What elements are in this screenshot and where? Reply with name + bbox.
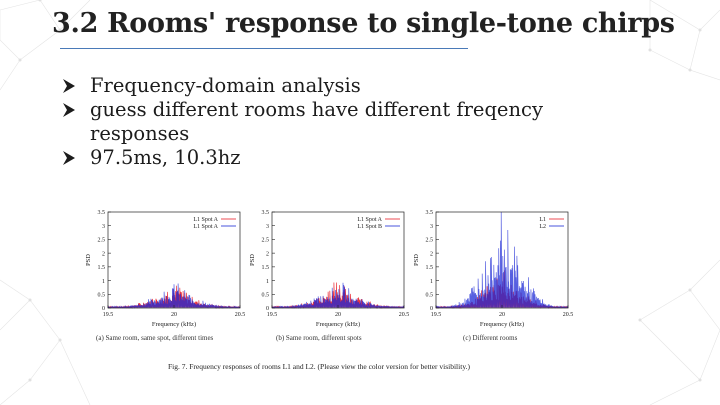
- y-axis-label: PSD: [413, 254, 420, 266]
- x-tick-label: 20.5: [562, 312, 574, 318]
- y-tick-label: 1: [430, 278, 433, 285]
- bullet-text: guess different rooms have different freqency responses: [90, 98, 543, 145]
- y-tick-label: 0.5: [261, 292, 269, 299]
- y-tick-label: 0.5: [97, 292, 105, 299]
- legend-label: L1 Spot A: [193, 224, 218, 230]
- psd-chart-c: [410, 204, 574, 338]
- y-tick-label: 0: [430, 306, 433, 313]
- y-tick-label: 1.5: [425, 265, 433, 272]
- x-axis-label: Frequency (kHz): [315, 321, 361, 328]
- legend-label: L1 Spot B: [357, 224, 382, 230]
- y-tick-label: 3.5: [261, 210, 269, 217]
- subfigure-caption-c: (c) Different rooms: [463, 334, 518, 342]
- x-tick-label: 20: [499, 312, 505, 318]
- y-tick-label: 0.5: [425, 292, 433, 299]
- psd-chart-a: [82, 204, 246, 338]
- y-tick-label: 0: [102, 306, 105, 313]
- x-axis-label: Frequency (kHz): [151, 321, 197, 328]
- y-tick-label: 2.5: [425, 237, 433, 244]
- subfigure-caption-a: (a) Same room, same spot, different times: [96, 334, 214, 342]
- legend-label: L2: [539, 224, 546, 230]
- y-tick-label: 0: [266, 306, 269, 313]
- y-tick-label: 3: [430, 223, 433, 230]
- series-line-blue: [108, 284, 240, 308]
- figure-panel: [78, 204, 574, 377]
- x-tick-label: 19.5: [430, 312, 442, 318]
- y-tick-label: 3: [266, 223, 269, 230]
- bullet-text: Frequency-domain analysis: [90, 74, 361, 97]
- x-tick-label: 20: [335, 312, 341, 318]
- y-tick-label: 2.5: [97, 237, 105, 244]
- x-axis-label: Frequency (kHz): [479, 321, 525, 328]
- legend-label: L1 Spot A: [357, 217, 382, 223]
- figure-caption: Fig. 7. Frequency responses of rooms L1 and L2. (Please view the color version for better visibility.): [168, 362, 470, 371]
- y-tick-label: 2: [430, 251, 433, 258]
- x-tick-label: 20.5: [398, 312, 410, 318]
- psd-chart-b: [246, 204, 410, 338]
- bullet-item: [60, 146, 620, 170]
- arrow-bullet-icon: [62, 78, 76, 94]
- y-axis-label: PSD: [249, 254, 256, 266]
- y-tick-label: 2: [102, 251, 105, 258]
- bullet-text: 97.5ms, 10.3hz: [90, 146, 241, 169]
- y-tick-label: 1: [102, 278, 105, 285]
- title-underline: [60, 48, 468, 49]
- bullet-item: [60, 98, 620, 146]
- plot-frame: [272, 212, 404, 308]
- legend-label: L1: [539, 217, 546, 223]
- x-tick-label: 20: [171, 312, 177, 318]
- bullet-list: [60, 74, 620, 170]
- slide-title: 3.2 Rooms' response to single-tone chirps: [52, 8, 675, 39]
- x-tick-label: 19.5: [266, 312, 278, 318]
- x-tick-label: 20.5: [234, 312, 246, 318]
- y-tick-label: 1.5: [97, 265, 105, 272]
- y-axis-label: PSD: [85, 254, 92, 266]
- y-tick-label: 1: [266, 278, 269, 285]
- y-tick-label: 2: [266, 251, 269, 258]
- y-tick-label: 3: [102, 223, 105, 230]
- y-tick-label: 2.5: [261, 237, 269, 244]
- arrow-bullet-icon: [62, 150, 76, 166]
- legend-label: L1 Spot A: [193, 217, 218, 223]
- subfigure-caption-b: (b) Same room, different spots: [276, 334, 362, 342]
- y-tick-label: 3.5: [97, 210, 105, 217]
- series-line-blue: [436, 212, 568, 308]
- y-tick-label: 3.5: [425, 210, 433, 217]
- bullet-item: [60, 74, 620, 98]
- y-tick-label: 1.5: [261, 265, 269, 272]
- x-tick-label: 19.5: [102, 312, 114, 318]
- arrow-bullet-icon: [62, 102, 76, 118]
